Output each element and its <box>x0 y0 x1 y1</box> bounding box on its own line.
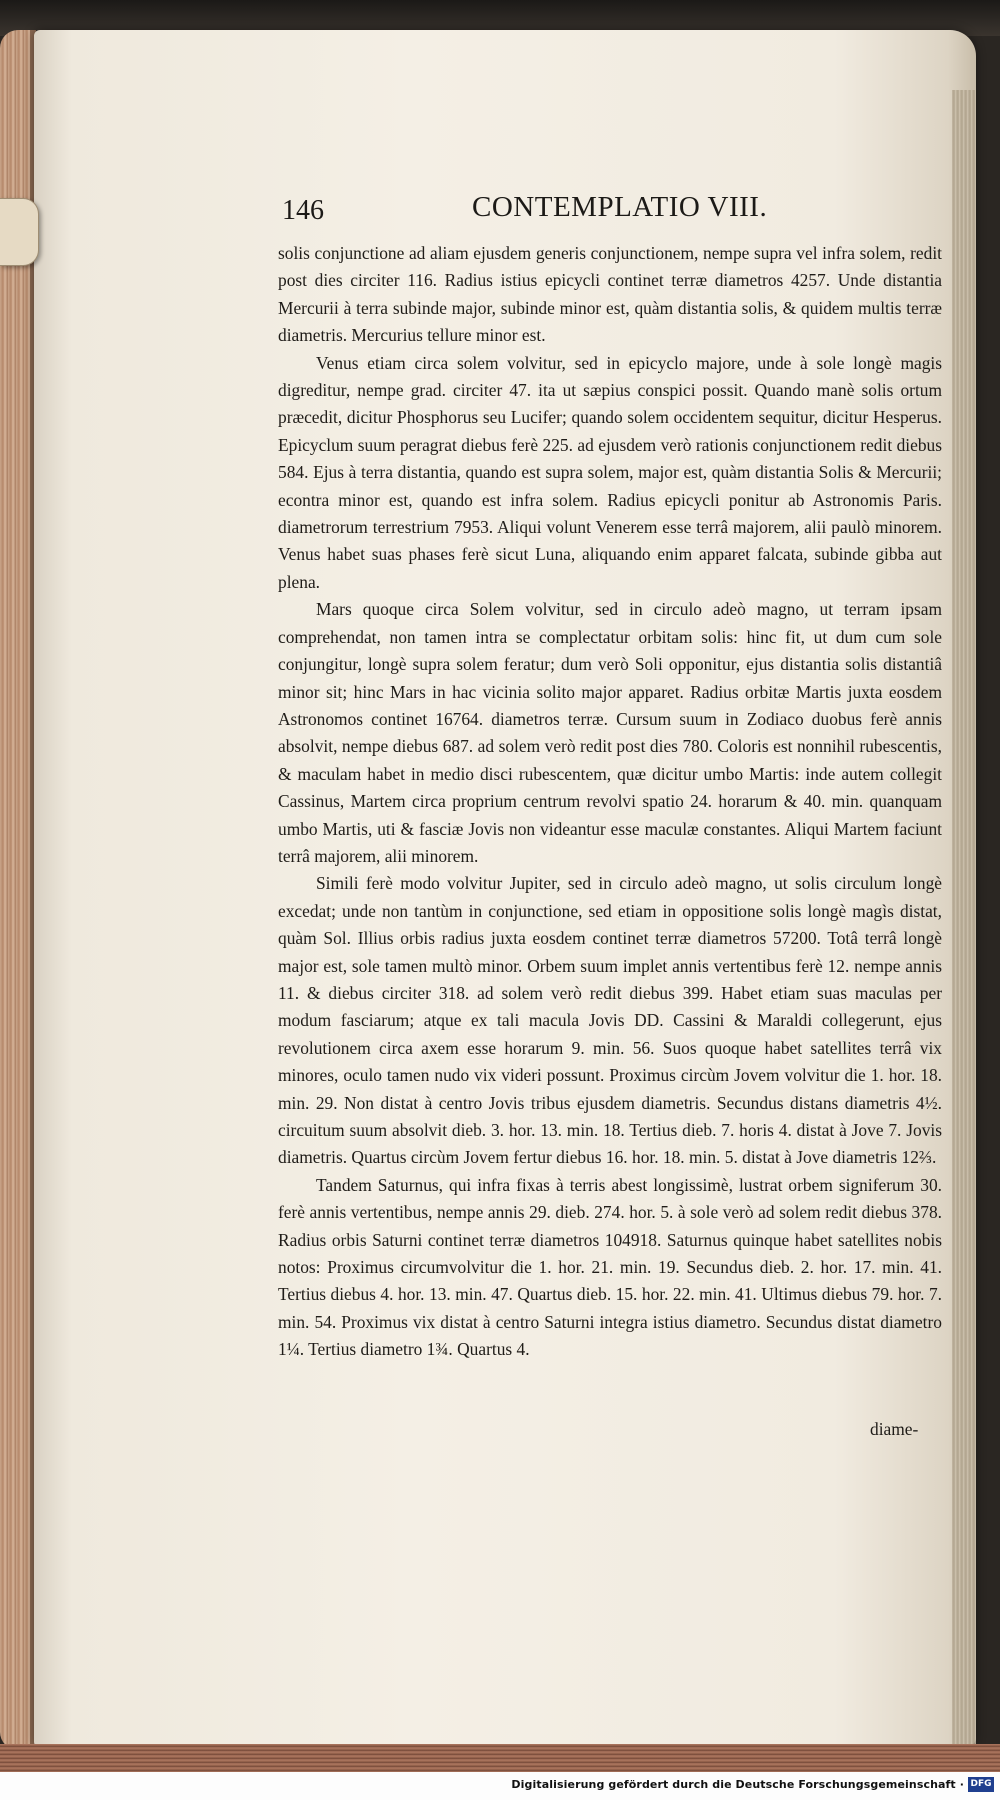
book-bottom-edge <box>0 1744 1000 1774</box>
dfg-logo-icon: DFG <box>968 1777 994 1792</box>
paragraph-mercury-continued: solis conjunctione ad aliam ejusdem generis conjunctionem, nempe supra vel infra solem, redit post dies circiter 116. Radius istius epicycli continet terræ diametros 4257. Unde distantia Mercurii à terra subinde major, subinde minor est, quàm distantia solis, & quidem multis terræ diametris. Mercurius tellure minor est. <box>278 243 942 346</box>
page-header <box>282 185 942 235</box>
bookmark-tab <box>0 198 39 266</box>
running-title: CONTEMPLATIO VIII. <box>472 191 768 223</box>
paragraph-saturn: Tandem Saturnus, qui infra fixas à terris abest longissimè, lustrat orbem signiferum 30. ferè annis vertentibus, nempe annis 29. dieb. 274. hor. 5. à sole verò ad solem redit diebus 378. Radius orbis Saturni continet terræ diametros 104918. Saturnus quinque habet satellites nobis notos: Proximus circumvolvitur die 1. hor. 21. min. 19. Secundus dieb. 2. hor. 17. min. 41. Tertius diebus 4. hor. 13. min. 47. Quartus dieb. 15. hor. 22. min. 41. Ultimus diebus 79. hor. 7. min. 54. Proximus vix distat à centro Saturni integra istius diametro. Secundus distat diametro 1¼. Tertius diametro 1¾. Quartus 4. <box>278 1174 942 1360</box>
page-right-edge <box>952 90 976 1790</box>
paragraph-mars: Mars quoque circa Solem volvitur, sed in circulo adeò magno, ut terram ipsam comprehendat, non tamen intra se complectatur orbitam solis: hinc fit, ut dum cum sole conjungitur, longè supra solem feratur; dum verò Soli opponitur, ejus distantia solis distantiâ minor sit; hinc Mars in hac vicinia solito major apparet. Radius orbitæ Martis juxta eosdem Astronomos continet 16764. diametros terræ. Cursum suum in Zodiaco duobus ferè annis absolvit, nempe diebus 687. ad solem verò redit post dies 780. Coloris est nonnihil rubescentis, & maculam habet in medio disci rubescentem, quæ dicitur umbo Martis: inde autem collegit Cassinus, Martem circa proprium centrum revolvi spatio 24. horarum & 40. min. quanquam umbo Martis, uti & fasciæ Jovis non videantur esse maculæ constantes. Aliqui Martem faciunt terrâ majorem, alii minorem. <box>278 599 942 866</box>
body-text <box>278 240 942 1364</box>
paragraph-venus: Venus etiam circa solem volvitur, sed in epicyclo majore, unde à sole longè magis digreditur, nempe grad. circiter 47. ita ut sæpius conspici possit. Quando manè solis ortum præcedit, dicitur Phosphorus seu Lucifer; quando solem occidentem sequitur, dicitur Hesperus. Epicyclum suum peragrat diebus ferè 225. ad ejusdem verò rationis conjunctionem redit diebus 584. Ejus à terra distantia, quando est supra solem, major est, quàm distantia Solis & Mercurii; econtra minor est, quando est infra solem. Radius epicycli ponitur ab Astronomis Paris. diametrorum terrestrium 7953. Aliqui volunt Venerem esse terrâ majorem, alii paulò minorem. Venus habet suas phases ferè sicut Luna, aliquando enim apparet falcata, subinde gibba aut plena. <box>278 352 942 592</box>
book-left-page-stack <box>0 30 36 1750</box>
paragraph-jupiter: Simili ferè modo volvitur Jupiter, sed in circulo adeò magno, ut solis circulum longè excedat; unde non tantùm in conjunctione, sed etiam in oppositione solis longè magìs distat, quàm Sol. Illius orbis radius juxta eosdem continet terræ diametros 57200. Totâ terrâ longè major est, sole tamen multò minor. Orbem suum implet annis vertentibus ferè 12. nempe annis 11. & diebus circiter 318. ad solem verò redit diebus 399. Habet etiam suas maculas per modum fasciarum; atque ex tali macula Jovis DD. Cassini & Maraldi collegerunt, ejus revolutionem circa axem esse horarum 9. min. 56. Suos quoque habet satellites terrâ vix minores, oculo tamen nudo vix videri possunt. Proximus circùm Jovem volvitur die 1. hor. 18. min. 29. Non distat à centro Jovis tribus ejusdem diametris. Secundus distans diametris 4½. circuitum suum absolvit dieb. 3. hor. 13. min. 18. Tertius dieb. 7. horis 4. distat à Jove 7. Jovis diametris. Quartus circùm Jovem fertur diebus 16. hor. 18. min. 5. distat à Jove diametris 12⅔. <box>278 873 942 1168</box>
digitization-credit: Digitalisierung gefördert durch die Deutsche Forschungsgemeinschaft · <box>511 1778 964 1791</box>
page-number: 146 <box>282 195 324 226</box>
catchword: diame- <box>870 1419 919 1439</box>
digitization-footer <box>0 1772 1000 1800</box>
